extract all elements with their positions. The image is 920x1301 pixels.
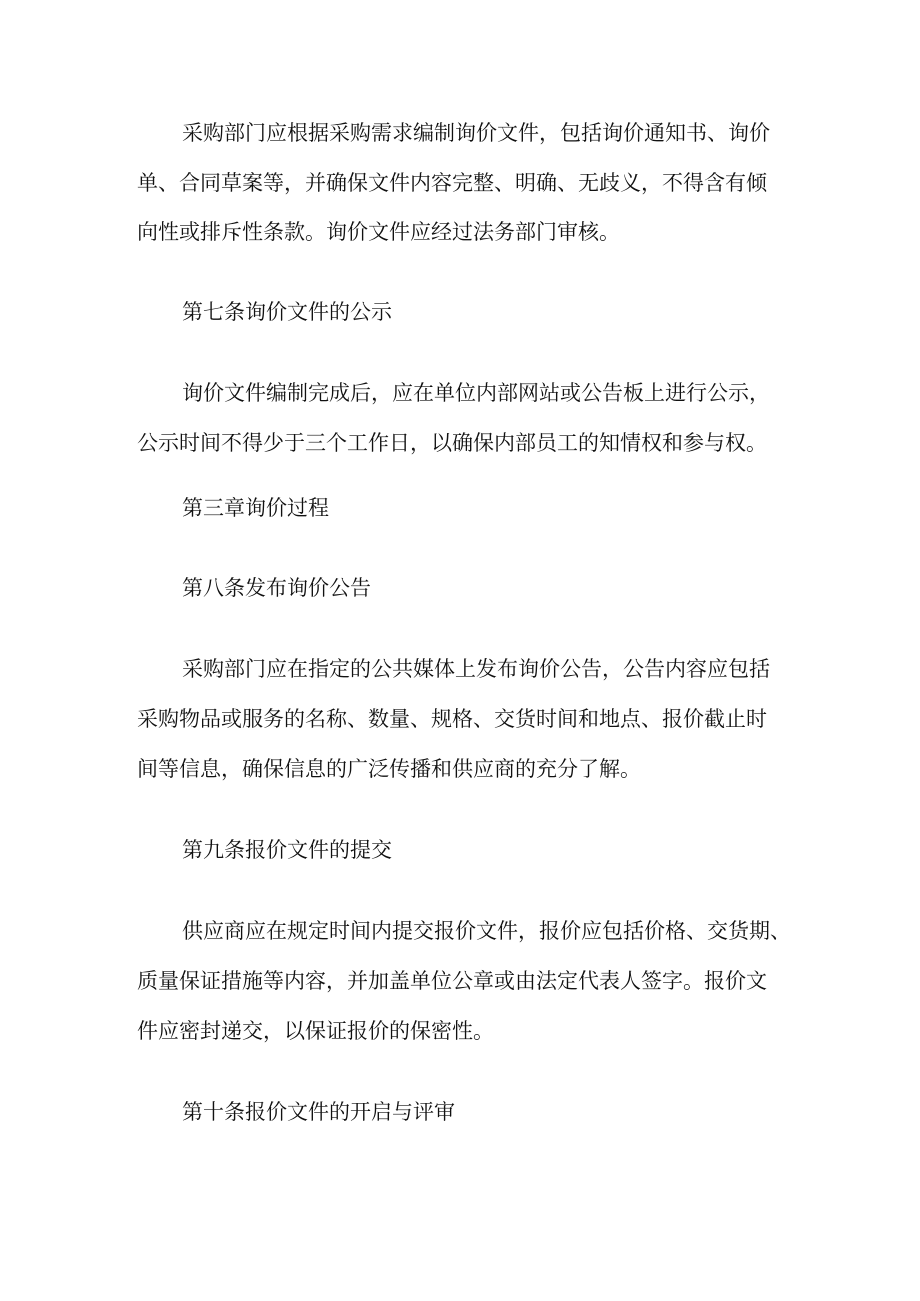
paragraph-line: 向性或排斥性条款。询价文件应经过法务部门审核。	[137, 220, 620, 244]
paragraph-line: 单、合同草案等，并确保文件内容完整、明确、无歧义，不得含有倾	[137, 171, 767, 195]
paragraph-line: 间等信息，确保信息的广泛传播和供应商的充分了解。	[137, 757, 641, 781]
article-7-heading: 第七条询价文件的公示	[182, 300, 392, 324]
article-9-heading: 第九条报价文件的提交	[182, 838, 392, 862]
paragraph-line: 质量保证措施等内容，并加盖单位公章或由法定代表人签字。报价文	[137, 969, 767, 993]
paragraph-line: 件应密封递交，以保证报价的保密性。	[137, 1019, 494, 1043]
paragraph-line: 采购部门应根据采购需求编制询价文件，包括询价通知书、询价	[182, 121, 770, 145]
paragraph-line: 公示时间不得少于三个工作日，以确保内部员工的知情权和参与权。	[137, 431, 767, 455]
paragraph-line: 采购物品或服务的名称、数量、规格、交货时间和地点、报价截止时	[137, 707, 767, 731]
paragraph-line: 采购部门应在指定的公共媒体上发布询价公告，公告内容应包括	[182, 657, 770, 681]
article-10-heading: 第十条报价文件的开启与评审	[182, 1100, 455, 1124]
paragraph-line: 询价文件编制完成后，应在单位内部网站或公告板上进行公示，	[182, 381, 770, 405]
paragraph-line: 供应商应在规定时间内提交报价文件，报价应包括价格、交货期、	[182, 919, 791, 943]
article-8-heading: 第八条发布询价公告	[182, 576, 371, 600]
chapter-3-heading: 第三章询价过程	[182, 496, 329, 520]
